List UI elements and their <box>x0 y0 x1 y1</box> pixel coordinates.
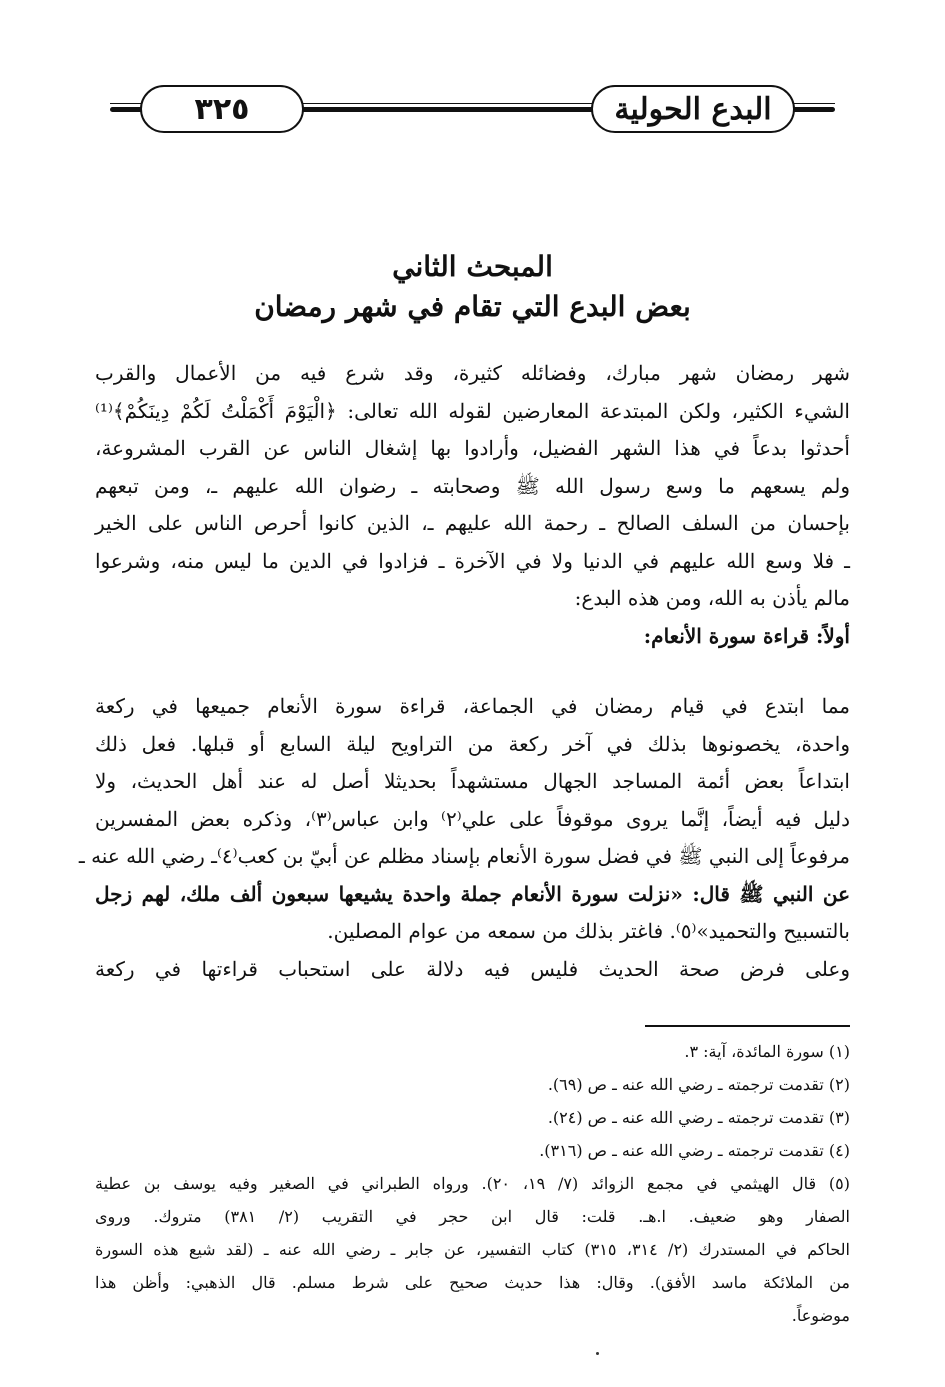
text-line: شهر رمضان شهر مبارك، وفضائله كثيرة، وقد شرع فيه من الأعمال والقرب <box>95 361 850 385</box>
page-number: ٣٢٥ <box>140 85 304 133</box>
text-line: ـ فلا وسع الله عليهم في الدنيا ولا في الآخرة ـ فزادوا في الدين ما ليس منه، وشرعوا <box>95 548 850 573</box>
text-line: أحدثوا بدعاً في هذا الشهر الفضيل، وأرادوا بها إشغال الناس عن القرب المشروعة، <box>95 436 850 460</box>
paragraph-anam <box>78 688 850 988</box>
footnotes <box>95 1035 850 1332</box>
section-title: بعض البدع التي تقام في شهر رمضان <box>254 290 691 323</box>
running-header <box>110 85 835 135</box>
text-line: مرفوعاً إلى النبي ﷺ في فضل سورة الأنعام بإسناد مظلم عن أبيّ بن كعب⁽٤⁾ـ رضي الله عنه ـ <box>78 844 850 868</box>
section-heading: المبحث الثاني <box>392 250 553 283</box>
subheading: أولاً: قراءة سورة الأنعام: <box>643 623 850 648</box>
hadith-line: عن النبي ﷺ قال: «نزلت سورة الأنعام جملة واحدة يشيعها سبعون ألف ملك، لهم زجل <box>95 881 850 906</box>
footnote-divider <box>645 1025 850 1027</box>
footnote-cont: الحاكم في المستدرك (٢/ ٣١٤، ٣١٥) كتاب التفسير، عن جابر ـ رضي الله عنه ـ (لقد شيع هذه السورة <box>95 1240 850 1259</box>
footnote-cont: من الملائكة ماسد الأفق). وقال: هذا حديث صحيح على شرط مسلم. قال الذهبي: وأظن هذا <box>95 1273 850 1292</box>
text-line: واحدة، يخصونوها بذلك في آخر ركعة من التراويح ليلة السابع أو قبلها. فعل ذلك <box>95 731 850 756</box>
footnote: (٥) قال الهيثمي في مجمع الزوائد (٧/ ١٩، ٢٠). ورواه الطبراني في الصغير وفيه يوسف بن عطية <box>95 1174 851 1193</box>
text-line: ابتداعاً بعض أئمة المساجد الجهال مستشهداً بحديثلا أصل له عند أهل الحديث، ولا <box>95 769 850 793</box>
text-line: الشيء الكثير، ولكن المبتدعة المعارضين لقوله الله تعالى: ﴿الْيَوْمَ أَكْمَلْتُ لَكُمْ دِينَكُمْ﴾⁽¹⁾ <box>95 398 850 423</box>
footnote: (١) سورة المائدة، آية: ٣. <box>684 1042 850 1061</box>
text-line: مالم يأذن به الله، ومن هذه البدع: <box>574 586 850 610</box>
page-speck <box>596 1352 599 1355</box>
running-title: البدع الحولية <box>591 85 795 133</box>
footnote-cont: الصفار وهو ضعيف. ا.هـ. قلت: قال ابن حجر في التقريب (٢/ ٣٨١) متروك. وروى <box>95 1207 850 1226</box>
text-line: وعلى فرض صحة الحديث فليس فيه دلالة على استحباب قراءتها في ركعة <box>95 956 850 981</box>
text-line: بإحسان من السلف الصالح ـ رحمة الله عليهم ـ، الذين كانوا أحرص الناس على الخير <box>95 511 850 535</box>
hadith-line: بالتسبيح والتحميد»⁽٥⁾. فاغتر بذلك من سمعه من عوام المصلين. <box>327 919 850 943</box>
text-line: مما ابتدع في قيام رمضان في الجماعة، قراءة سورة الأنعام جميعها في ركعة <box>95 694 850 718</box>
text-line: ولم يسعهم ما وسع رسول الله ﷺ وصحابته ـ رضوان الله عليهم ـ، ومن تبعهم <box>95 473 850 498</box>
footnote: (٢) تقدمت ترجمته ـ رضي الله عنه ـ ص (٦٩). <box>547 1075 850 1094</box>
footnote-cont: موضوعاً. <box>791 1306 850 1325</box>
paragraph-intro <box>95 355 850 655</box>
footnote: (٤) تقدمت ترجمته ـ رضي الله عنه ـ ص (٣١٦). <box>539 1141 850 1160</box>
text-line: دليل فيه أيضاً، إنَّما يروى موقوفاً على علي⁽٢⁾ وابن عباس⁽٣⁾، وذكره بعض المفسرين <box>95 806 850 831</box>
footnote: (٣) تقدمت ترجمته ـ رضي الله عنه ـ ص (٢٤). <box>547 1108 850 1127</box>
